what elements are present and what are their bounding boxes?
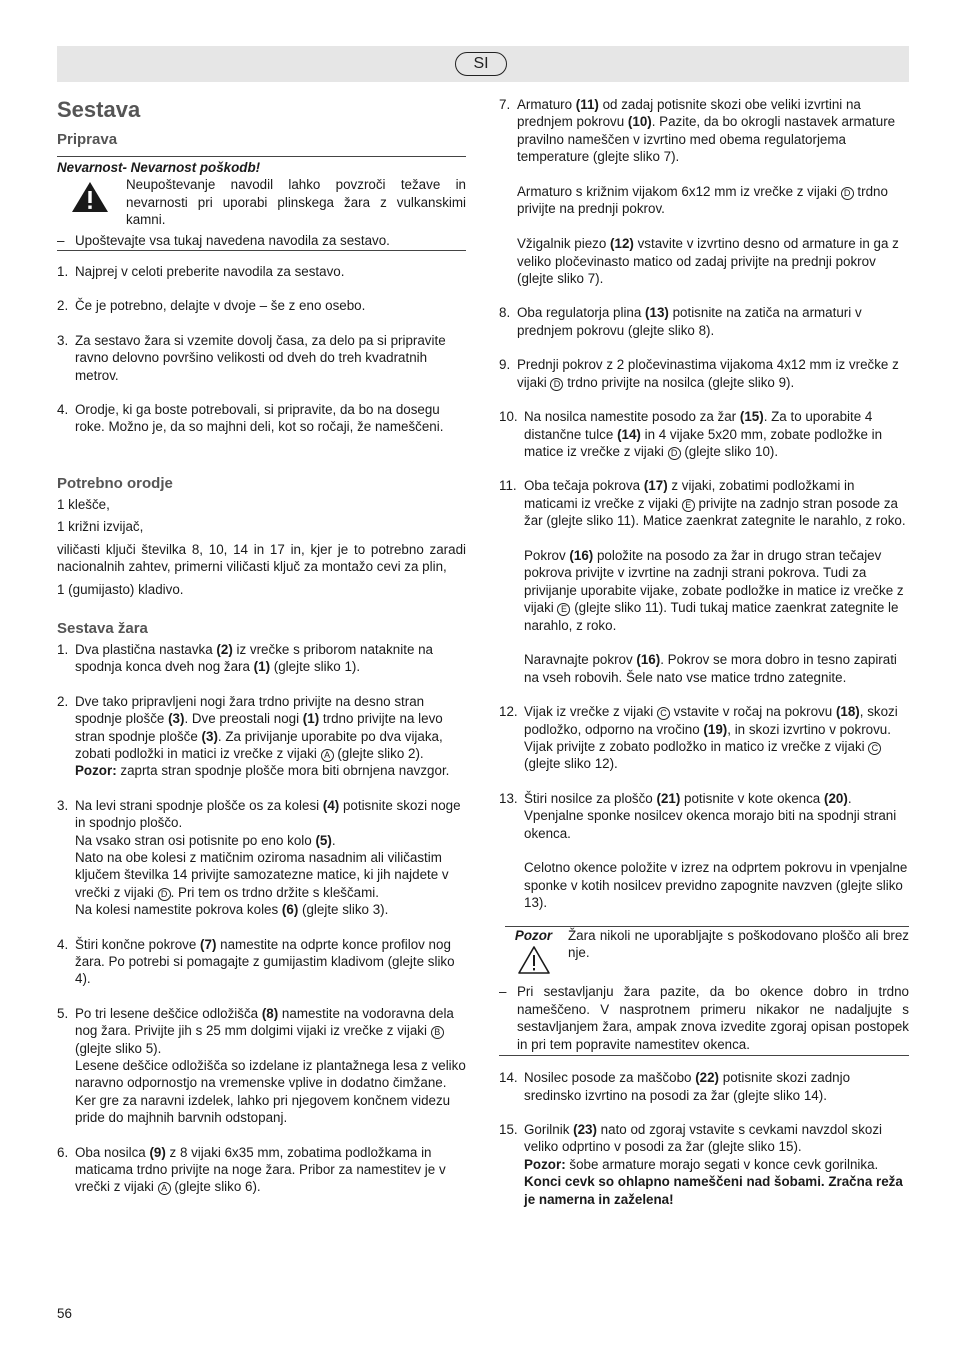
- list-item: 1. Dva plastična nastavka (2) iz vrečke s priborom nataknite na spodnja konca dveh nog žara (1) (glejte sliko 1).: [57, 641, 434, 675]
- tool-item: 1 klešče,: [57, 496, 110, 512]
- tool-item: 1 (gumijasto) kladivo.: [57, 581, 184, 597]
- list-item: 4. Orodje, ki ga boste potrebovali, si pripravite, da bo na dosegu roke. Možno je, da so majhni deli, kot so ročaji, že nameščeni.: [57, 402, 444, 435]
- list-item: 9. Prednji pokrov z 2 pločevinastima vijakoma 4x12 mm iz vrečke z vijaki D trdno privijte na nosilca (glejte sliko 9).: [499, 357, 899, 390]
- warning-block: [57, 176, 466, 228]
- tool-item: viličasti ključi številka 8, 10, 14 in 17 in, kjer je to potrebno zaradi nacionalnih zahtev, primerni viličasti ključ za montažo cevi za plin,: [57, 541, 466, 575]
- list-item: 4. Štiri končne pokrove (7) namestite na odprte konce profilov nog žara. Po potrebi si pomagajte z gumijastim kladivom (glejte sliko 4).: [57, 936, 455, 987]
- left-column: [57, 96, 466, 1196]
- caution-text: Žara nikoli ne uporabljajte s poškodovano ploščo ali brez nje.: [568, 927, 909, 961]
- list-item: 13. Štiri nosilce za ploščo (21) potisnite v kote okenca (20). Vpenjalne sponke nosilcev okenca morajo biti na spodnji strani okenca. Celotno okence položite v izrez na odprtem pokrovu in vpenjalne sponke v kotih nosilcev previdno zapognite navzven (glejte sliko 13).: [499, 790, 908, 911]
- caution-label: Pozor: [514, 927, 553, 943]
- list-item: 2. Če je potrebno, delajte v dvoje – še z eno osebo.: [57, 298, 366, 314]
- list-item: 10. Na nosilca namestite posodo za žar (15). Za to uporabite 4 distančne tulce (14) in 4 vijake 5x20 mm, zobate podložke in matice iz vrečke z vijaki D (glejte sliko 10).: [499, 409, 883, 459]
- circled-d-icon: D: [668, 447, 681, 460]
- circled-d-icon: D: [841, 187, 854, 200]
- circled-a-icon: A: [321, 749, 334, 762]
- section-heading-assembly: Sestava žara: [57, 619, 148, 637]
- list-item: 12. Vijak iz vrečke z vijaki C vstavite v ročaj na pokrovu (18), skozi podložko, odporno na vročino (19), in skozi izvrtino v pokrovu. Vijak privijte z zobato podložko in matico iz vrečke z vijaki C (glejte sliko 12).: [499, 704, 898, 772]
- language-badge: SI: [455, 52, 507, 76]
- circled-c-icon: C: [657, 707, 670, 720]
- list-item: 5. Po tri lesene deščice odložišča (8) namestite na vodoravna dela nog žara. Privijte jih s 25 mm dolgimi vijaki iz vrečke z vijaki B (glejte sliko 5). Lesene deščice odložišča so izdelane iz plantažnega lesa z veliko naravno odpornostjo na vremenske vplive in dodatno čimžane. Ker gre za naravni izdelek, lahko pri njegovem končnem videzu pride do majhnih barvnih odstopanj.: [57, 1005, 466, 1126]
- list-item: 14. Nosilec posode za maščobo (22) potisnite skozi zadnjo sredinsko izvrtino na posodi za žar (glejte sliko 14).: [499, 1070, 851, 1103]
- warning-text: Neupoštevanje navodil lahko povzroči težave in nevarnosti pri uporabi plinskega žara z vulkanskimi kamni.: [126, 177, 466, 228]
- caution-triangle-icon: [499, 944, 568, 979]
- list-item: 8. Oba regulatorja plina (13) potisnite na zatiča na armaturi v prednjem pokrovu (glejte sliko 8).: [499, 305, 862, 338]
- list-item: 11. Oba tečaja pokrova (17) z vijaki, zobatimi podložkami in maticami iz vrečke z vijaki E privijte na zadnjo stran posode za žar (glejte sliko 11). Matice zaenkrat zategnite le narahlo, z roko. Pokrov (16) položite na posodo za žar in drugo stran tečajev pokrova privijte v izvrtine na zadnji strani pokrova. Tudi za privijanje uporabite vijake, zobate podložke in matice iz vrečke z vijaki E (glejte sliko 11). Tudi tukaj matice zaenkrat zategnite le narahlo, z roko. Naravnajte pokrov (16). Pokrov se mora dobro in tesno zapirati na vseh robovih. Šele nato vse matice trdno zategnite.: [499, 478, 906, 685]
- list-item: 3. Za sestavo žara si vzemite dovolj časa, za delo pa si pripravite ravno delovno površino velikosti od dveh do treh kvadratnih metrov.: [57, 332, 446, 383]
- section-heading-tools: Potrebno orodje: [57, 474, 173, 492]
- warning-triangle-icon: [57, 176, 126, 228]
- page-title: Sestava: [57, 97, 141, 122]
- list-item: 7. Armaturo (11) od zadaj potisnite skozi obe veliki izvrtini na prednjem pokrovu (10). Pazite, da bo okrogli nastavek armature pravilno nameščen v izvrtino med obema regulatorjema temperature (glejte sliko 7). Armaturo s križnim vijakom 6x12 mm iz vrečke z vijaki D trdno privijte na prednji pokrov. Vžigalnik piezo (12) vstavite v izvrtino desno od armature in ga z veliko pločevinasto matico od zadaj privijte na prednji pokrov (glejte sliko 7).: [499, 97, 899, 287]
- list-item: 6. Oba nosilca (9) z 8 vijaki 6x35 mm, zobatima podložkama in maticama trdno privijte na noge žara. Pribor za namestitev je v vrečki z vijaki A (glejte sliko 6).: [57, 1144, 446, 1195]
- circled-e-icon: E: [557, 603, 570, 616]
- circled-a-icon: A: [158, 1182, 171, 1195]
- circled-d-icon: D: [550, 378, 563, 391]
- circled-c-icon: C: [868, 742, 881, 755]
- list-item: 2. Dve tako pripravljeni nogi žara trdno privijte na desno stran spodnje plošče (3). Dve preostali nogi (1) trdno privijte na levo stran spodnje plošče (3). Za privijanje uporabite po dva vijaka, zobati podložki in matici iz vrečke z vijaki A (glejte sliko 2). Pozor: zaprta stran spodnje plošče mora biti obrnjena navzgor.: [57, 693, 450, 779]
- divider: [57, 156, 466, 157]
- circled-d-icon: D: [158, 888, 171, 901]
- section-heading-priprava: Priprava: [57, 131, 118, 148]
- page-number: 56: [57, 1306, 72, 1321]
- right-column: [499, 96, 909, 1208]
- warning-dash-item: – Upoštevajte vsa tukaj navedena navodila za sestavo.: [57, 232, 390, 248]
- circled-b-icon: B: [431, 1026, 444, 1039]
- list-item: 1. Najprej v celoti preberite navodila za sestavo.: [57, 264, 345, 280]
- tool-item: 1 križni izvijač,: [57, 519, 144, 535]
- caution-dash-item: – Pri sestavljanju žara pazite, da bo okence dobro in trdno nameščeno. V nasprotnem primeru nikakor ne nadaljujte s sestavljanjem žara, ampak znova izvedite zgoraj opisan postopek in pri tem popravite namestitev okenca.: [499, 984, 909, 1052]
- circled-e-icon: E: [682, 499, 695, 512]
- list-item: 15. Gorilnik (23) nato od zgoraj vstavite s cevkami navzdol skozi veliko odprtino v posodi za žar (glejte sliko 15). Pozor: šobe armature morajo segati v konce cevk gorilnika. Konci cevk so ohlapno nameščeni nad šobami. Zračna reža je namerna in zaželena!: [499, 1121, 903, 1207]
- caution-block: [499, 927, 909, 980]
- list-item: 3. Na levi strani spodnje plošče os za kolesi (4) potisnite skozi noge in spodnjo ploščo. Na vsako stran osi potisnite po eno kolo (5). Nato na obe kolesi z matičnim oziroma nasadnim ali viličastim ključem številka 14 privijte samozatezne matice, ki jih najdete v vrečki z vijaki D . Pri tem os trdno držite s kleščami. Na kolesi namestite pokrova koles (6) (glejte sliko 3).: [57, 797, 461, 918]
- warning-title: Nevarnost- Nevarnost poškodb!: [57, 160, 261, 175]
